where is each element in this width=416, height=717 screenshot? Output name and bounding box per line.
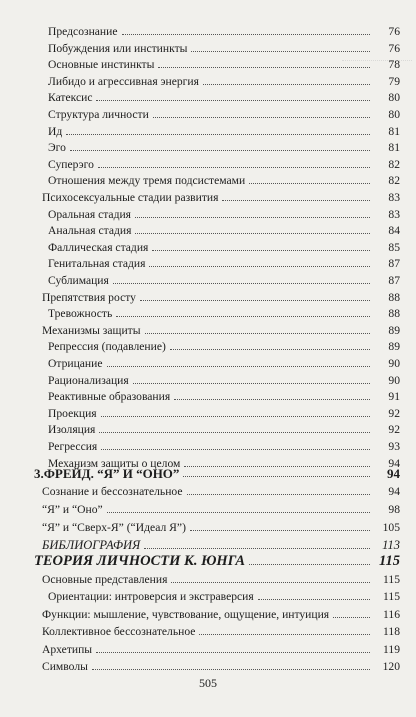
toc-entry (0, 252, 416, 270)
page-number: 505 (199, 676, 217, 690)
leader-dots (96, 100, 370, 101)
leader-dots (174, 399, 370, 400)
leader-dots (149, 266, 370, 267)
toc-entry-title: Механизмы защиты (42, 323, 141, 337)
toc-entry (0, 435, 416, 453)
toc-entry (0, 302, 416, 320)
toc-entry-page: 90 (388, 357, 400, 370)
leader-dots (249, 564, 370, 565)
leader-dots (190, 530, 370, 531)
toc-entry (0, 516, 416, 534)
toc-entry-title: Символы (42, 660, 88, 673)
toc-entry-title: Отрицание (48, 357, 103, 370)
leader-dots (107, 366, 371, 367)
leader-dots (101, 416, 370, 417)
leader-dots (203, 84, 370, 85)
toc-entry-page: 88 (388, 307, 400, 321)
toc-entry-title: Оральная стадия (48, 207, 132, 221)
toc-entry-page: 76 (388, 25, 400, 38)
toc-entry-page: 83 (388, 191, 400, 204)
toc-entry-title: Катексис (48, 91, 93, 105)
leader-dots (152, 250, 370, 251)
toc-entry-page: 81 (388, 141, 400, 155)
toc-entry-page: 119 (383, 642, 400, 656)
toc-entry (0, 369, 416, 387)
toc-entry-page: 88 (388, 290, 400, 304)
leader-dots (92, 669, 370, 670)
toc-entry-title: Либидо и агрессивная энергия (48, 74, 199, 88)
toc-entry-title: Ид (48, 124, 63, 138)
toc-entry-title: Рационализация (48, 373, 129, 387)
toc-entry-page: 94 (388, 456, 400, 470)
leader-dots (153, 117, 370, 118)
toc-entry (0, 269, 416, 287)
leader-dots (116, 316, 370, 317)
toc-entry-title: Анальная стадия (48, 224, 132, 238)
toc-entry-title: “Я” и “Сверх-Я” (“Идеал Я”) (42, 521, 186, 534)
toc-entry-title: “Я” и “Оно” (42, 503, 103, 516)
toc-entry-page: 76 (388, 41, 400, 55)
leader-dots (99, 432, 370, 433)
toc-entry-title: Побуждения или инстинкты (48, 41, 188, 55)
toc-entry-title: Генитальная стадия (48, 257, 146, 271)
toc-entry-page: 93 (388, 440, 400, 453)
toc-entry (0, 169, 416, 187)
toc-entry-title: Фаллическая стадия (48, 240, 149, 254)
toc-entry-title: Эго (48, 141, 66, 155)
toc-entry-page: 90 (388, 373, 400, 387)
leader-dots (183, 476, 370, 477)
toc-entry (0, 153, 416, 171)
toc-entry (0, 37, 416, 55)
toc-entry-title: Реактивные образования (48, 390, 171, 404)
toc-entry-title: Сознание и бессознательное (42, 485, 183, 498)
leader-dots (140, 300, 370, 301)
toc-entry-page: 118 (383, 625, 400, 638)
leader-dots (135, 217, 370, 218)
toc-entry-title: Ориентации: интроверсия и экстраверсия (48, 590, 254, 603)
toc-entry-page: 113 (382, 538, 400, 552)
toc-entry-title: Предсознание (48, 25, 118, 38)
toc-entry-page: 116 (383, 607, 400, 621)
leader-dots (135, 233, 370, 234)
toc-entry-title: Функции: мышление, чувствование, ощущение, интуиция (42, 607, 330, 621)
leader-dots (144, 548, 370, 549)
toc-entry-title: Отношения между тремя подсистемами (48, 174, 246, 188)
toc-entry (0, 620, 416, 638)
toc-entry-title: Сублимация (48, 274, 109, 287)
toc-entry (0, 286, 416, 304)
leader-dots (96, 652, 370, 653)
toc-entry-page: 115 (383, 590, 400, 603)
toc-entry-title: Препятствия росту (42, 290, 136, 304)
toc-entry-page: 87 (388, 274, 400, 287)
leader-dots (170, 349, 370, 350)
toc-entry (0, 335, 416, 353)
toc-entry (0, 352, 416, 370)
leader-dots (333, 617, 370, 618)
leader-dots (107, 512, 370, 513)
toc-entry-page: 81 (388, 124, 400, 138)
toc-entry (0, 136, 416, 154)
toc-entry (0, 585, 416, 603)
toc-entry-title: Изоляция (48, 423, 96, 437)
toc-entry-page: 89 (388, 340, 400, 354)
toc-entry-page: 92 (388, 423, 400, 437)
toc-entry (0, 385, 416, 403)
toc-entry-title: Основные инстинкты (48, 58, 155, 72)
leader-dots (66, 134, 370, 135)
toc-entry-title: Коллективное бессознательное (42, 625, 196, 638)
toc-entry (0, 236, 416, 254)
toc-entry-page: 92 (388, 406, 400, 420)
toc-entry-title: Механизм защиты о целом (48, 456, 181, 470)
toc-entry-title: Тревожность (48, 307, 113, 321)
toc-entry-title: ТЕОРИЯ ЛИЧНОСТИ К. ЮНГА (34, 553, 246, 569)
toc-entry-page: 98 (388, 503, 400, 516)
toc-entry (0, 53, 416, 71)
toc-entry-page: 120 (382, 660, 400, 673)
toc-entry-title: Суперэго (48, 157, 94, 171)
toc-entry (0, 103, 416, 121)
toc-entry (0, 638, 416, 656)
toc-entry (0, 568, 416, 586)
toc-entry-title: Архетипы (42, 642, 93, 656)
toc-entry-page: 94 (387, 466, 400, 481)
toc-entry (0, 186, 416, 204)
toc-entry-title: Психосексуальные стадии развития (42, 191, 219, 204)
toc-entry-page: 105 (382, 521, 400, 534)
toc-entry-page: 85 (388, 240, 400, 254)
toc-entry-page: 115 (379, 553, 400, 569)
leader-dots (199, 634, 370, 635)
toc-entry-page: 91 (388, 390, 400, 404)
toc-entry-title: 3.ФРЕЙД. “Я” И “ОНО” (34, 466, 180, 481)
leader-dots (122, 34, 371, 35)
leader-dots (187, 494, 371, 495)
toc-entry (0, 402, 416, 420)
toc-entry-page: 78 (388, 58, 400, 72)
leader-dots (98, 167, 370, 168)
toc-entry (0, 462, 416, 480)
toc-entry (0, 120, 416, 138)
leader-dots (133, 383, 370, 384)
toc-entry-page: 89 (388, 323, 400, 337)
toc-entry-page: 82 (388, 174, 400, 188)
leader-dots (222, 200, 370, 201)
toc-entry-page: 94 (388, 485, 400, 498)
toc-entry (0, 70, 416, 88)
toc-entry-page: 82 (388, 157, 400, 171)
toc-entry-page: 80 (388, 108, 400, 121)
leader-dots (70, 150, 370, 151)
toc-entry-title: Основные представления (42, 572, 168, 586)
toc-entry-page: 80 (388, 91, 400, 105)
toc-entry-title: Репрессия (подавление) (48, 340, 166, 354)
toc-entry (0, 498, 416, 516)
toc-entry-page: 79 (388, 74, 400, 88)
toc-entry-page: 87 (388, 257, 400, 271)
toc-entry-title: Структура личности (48, 108, 149, 121)
toc-entry (0, 603, 416, 621)
leader-dots (249, 183, 370, 184)
toc-entry-title: БИБЛИОГРАФИЯ (42, 538, 141, 552)
toc-entry (0, 86, 416, 104)
leader-dots (101, 449, 370, 450)
toc-entry (0, 219, 416, 237)
toc-entry (0, 319, 416, 337)
leader-dots (171, 582, 370, 583)
toc-entry-title: Регрессия (48, 440, 98, 453)
leader-dots (158, 67, 370, 68)
leader-dots (145, 333, 370, 334)
leader-dots (113, 283, 370, 284)
toc-entry (0, 480, 416, 498)
toc-entry-page: 84 (388, 224, 400, 238)
toc-entry (0, 655, 416, 673)
toc-entry (0, 203, 416, 221)
leader-dots (191, 51, 370, 52)
toc-entry (0, 550, 416, 568)
toc-entry-page: 83 (388, 207, 400, 221)
leader-dots (258, 599, 370, 600)
toc-entry-page: 115 (383, 572, 400, 586)
toc-entry (0, 418, 416, 436)
toc-entry-title: Проекция (48, 406, 97, 420)
toc-entry (0, 20, 416, 38)
